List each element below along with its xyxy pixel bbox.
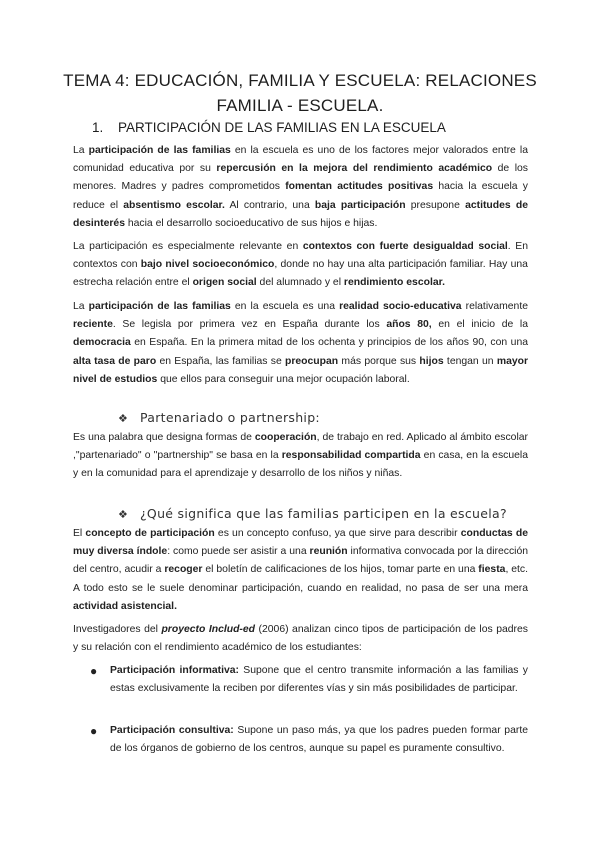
section-heading-1 xyxy=(92,120,446,135)
list-item-text xyxy=(110,722,528,758)
text-run: hacia la escuela y reduce el xyxy=(73,181,529,211)
bold-text-run: absentismo escolar. xyxy=(123,199,225,211)
text-run: Al contrario, una xyxy=(224,199,315,211)
text-run: La participación es especialmente relevante en xyxy=(73,241,303,252)
text-run: de los menores. Madres y padres comprometidos xyxy=(73,163,528,193)
bold-text-run: hijos xyxy=(419,355,444,367)
section-number: 1. xyxy=(92,120,104,135)
text-run: que ellos para conseguir una mejor ocupación laboral. xyxy=(157,373,410,385)
paragraph-1 xyxy=(73,142,528,233)
bold-text-run: democracia xyxy=(73,337,131,349)
text-run: , de trabajo en red. Aplicado al ámbito escolar ,"partenariado" o "partnership" se basa en la xyxy=(73,432,528,462)
bold-text-run: responsabilidad compartida xyxy=(281,450,421,462)
bold-text-run: fiesta xyxy=(478,564,506,576)
paragraph-3 xyxy=(73,298,528,389)
paragraph-5 xyxy=(73,525,528,616)
text-run: . En contextos con xyxy=(73,241,529,271)
text-run: en el inicio de la xyxy=(431,319,529,331)
paragraph-4 xyxy=(73,429,528,484)
text-run: relativamente xyxy=(461,301,528,312)
bold-text-run: fomentan actitudes positivas xyxy=(285,181,434,193)
subheading-text: ¿Qué significa que las familias participen en la escuela? xyxy=(140,506,507,521)
paragraph-2 xyxy=(73,238,528,293)
text-run: en España, las familias se xyxy=(156,355,286,367)
text-run: informativa convocada por la dirección del centro, acudir a xyxy=(73,546,529,576)
text-run: : como puede ser asistir a una xyxy=(167,546,310,558)
text-run: en España. En la primera mitad de los ochenta y principios de los años 90, con una xyxy=(130,337,528,349)
bold-text-run: contextos con fuerte desigualdad social xyxy=(302,241,508,252)
text-run: hacia el desarrollo socioeducativo de sus hijos e hijas. xyxy=(124,217,378,229)
bold-text-run: Participación consultiva: xyxy=(110,725,234,736)
text-run: , donde no hay una alta participación familiar. Hay una estrecha relación entre el xyxy=(73,259,528,289)
bold-text-run: reunión xyxy=(309,546,348,558)
diamond-bullet-icon: ❖ xyxy=(118,412,129,425)
text-run: del alumnado y el xyxy=(256,277,344,289)
bold-text-run: participación de las familias xyxy=(88,301,231,312)
bold-text-run: mayor nivel de estudios xyxy=(73,355,529,385)
list-item-text xyxy=(110,662,528,698)
text-run: presupone xyxy=(405,199,466,211)
text-run: tengan un xyxy=(443,355,497,367)
bold-text-run: repercusión en la mejora del rendimiento académico xyxy=(216,163,493,175)
bold-text-run: conductas de muy diversa índole xyxy=(73,528,528,558)
text-run: Supone un paso más, ya que los padres pueden formar parte de los órganos de gobierno de los centros, aunque su papel es puramente consultivo. xyxy=(110,725,528,755)
text-run: , etc. A todo esto se le suele denominar participación, cuando en realidad, no pasa de ser una mera xyxy=(73,564,528,594)
text-run: El xyxy=(73,528,86,539)
bold-text-run: cooperación xyxy=(254,432,317,443)
text-run: Es una palabra que designa formas de xyxy=(73,432,255,443)
page-title xyxy=(60,68,540,118)
text-run: en casa, en la escuela y en la comunidad para el aprendizaje y desarrollo de los niños y niñas. xyxy=(73,450,528,480)
text-run: (2006) analizan cinco tipos de participación de los padres y su relación con el rendimiento académico de los estudiantes: xyxy=(73,624,528,654)
paragraph-6 xyxy=(73,621,528,657)
title-line-1: TEMA 4: EDUCACIÓN, FAMILIA Y ESCUELA: RELACIONES xyxy=(63,71,537,90)
bold-text-run: proyecto Includ-ed xyxy=(161,624,256,635)
title-line-2: FAMILIA - ESCUELA. xyxy=(216,96,384,115)
bold-text-run: baja participación xyxy=(314,199,406,211)
text-run: en la escuela es uno de los factores mejor valorados entre la comunidad educativa por su xyxy=(73,145,528,175)
text-run: en la escuela es una xyxy=(230,301,340,312)
text-run: más porque sus xyxy=(338,355,420,367)
bold-text-run: realidad socio-educativa xyxy=(339,301,462,312)
bullet-dot-icon: ● xyxy=(90,724,98,738)
bold-text-run: actitudes de desinterés xyxy=(73,199,528,229)
diamond-bullet-icon: ❖ xyxy=(118,508,129,521)
bold-text-run: participación de las familias xyxy=(88,145,231,156)
bold-text-run: años 80, xyxy=(386,319,432,331)
list-item xyxy=(90,662,528,698)
bold-text-run: Participación informativa: xyxy=(110,665,240,676)
subheading-text: Partenariado o partnership: xyxy=(140,410,320,425)
bold-text-run: preocupan xyxy=(285,355,339,367)
bold-text-run: actividad asistencial. xyxy=(73,600,177,612)
subheading-partenariado xyxy=(118,410,320,425)
text-run: Investigadores del xyxy=(73,624,162,635)
bold-text-run: origen social xyxy=(192,277,257,289)
subheading-que-significa xyxy=(118,506,507,521)
text-run: La xyxy=(73,145,89,156)
text-run: es un concepto confuso, ya que sirve para describir xyxy=(214,528,461,539)
text-run: el boletín de calificaciones de los hijos, tomar parte en una xyxy=(202,564,479,576)
section-heading-text: PARTICIPACIÓN DE LAS FAMILIAS EN LA ESCUELA xyxy=(118,120,446,135)
bold-text-run: reciente xyxy=(73,319,113,331)
bold-text-run: concepto de participación xyxy=(85,528,215,539)
bullet-dot-icon: ● xyxy=(90,664,98,678)
bold-text-run: recoger xyxy=(164,564,203,576)
bold-text-run: bajo nivel socioeconómico xyxy=(140,259,275,271)
text-run: . Se legisla por primera vez en España durante los xyxy=(112,319,387,331)
bold-text-run: alta tasa de paro xyxy=(73,355,157,367)
text-run: Supone que el centro transmite información a las familias y estas exclusivamente la reciben por diferentes vías y sin más posibilidades de participar. xyxy=(110,665,528,695)
text-run: La xyxy=(73,301,89,312)
bold-text-run: rendimiento escolar. xyxy=(343,277,445,289)
list-item xyxy=(90,722,528,758)
